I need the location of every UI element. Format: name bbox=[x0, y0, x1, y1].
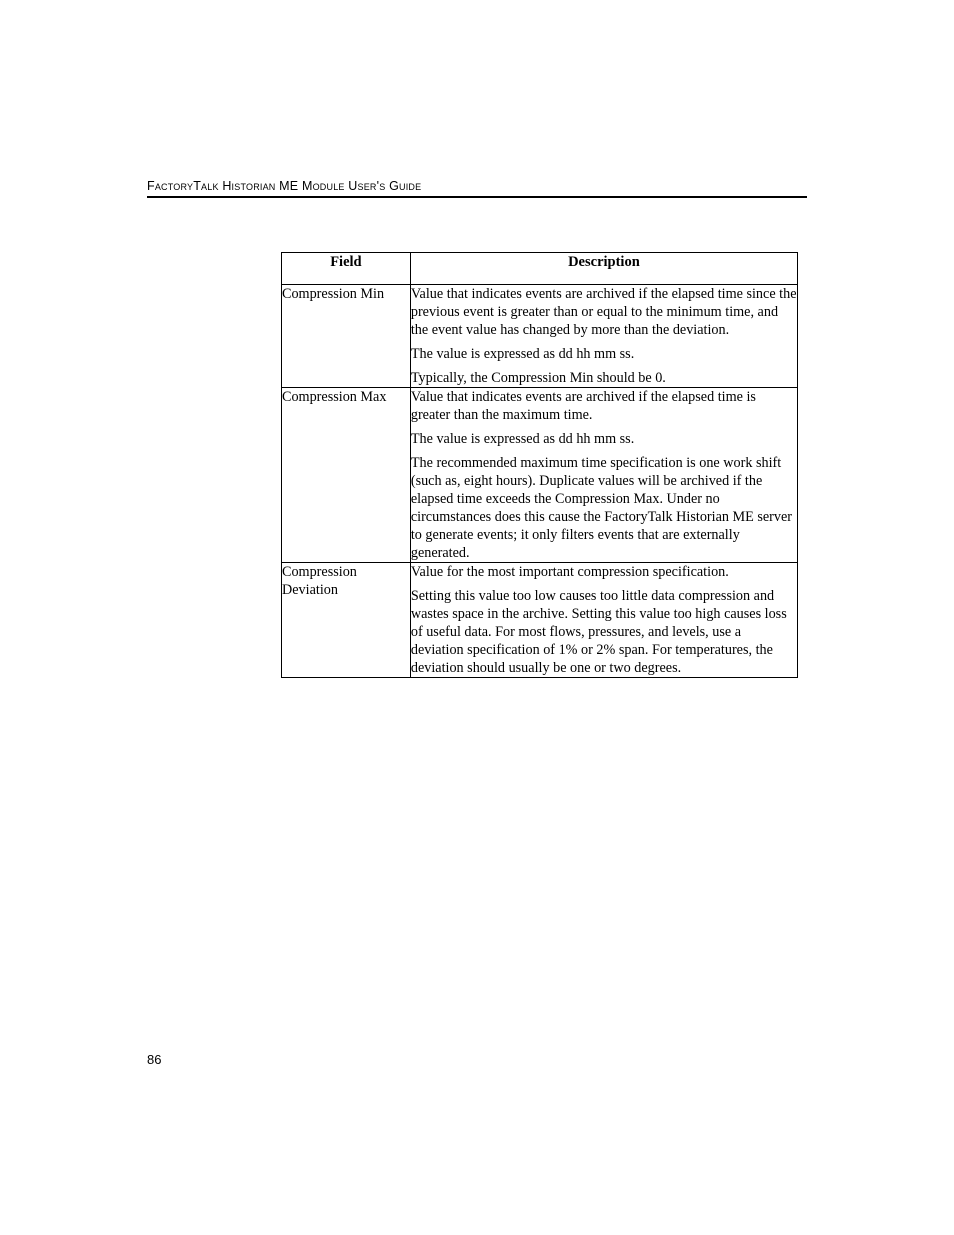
table-header-row bbox=[282, 253, 798, 285]
description-paragraph: The recommended maximum time specification is one work shift (such as, eight hours). Duplicate values will be archived if the elapsed time exceeds the Compression Max. Under no circumstances does this cause the FactoryTalk Historian ME server to generate events; it only filters events that are externally generated. bbox=[410, 455, 793, 561]
page-number: 86 bbox=[147, 1052, 162, 1067]
description-paragraph: The value is expressed as dd hh mm ss. bbox=[410, 431, 635, 447]
description-paragraph: Typically, the Compression Min should be 0. bbox=[410, 370, 666, 386]
table-row bbox=[282, 388, 798, 563]
description-paragraph: Setting this value too low causes too little data compression and wastes space in the archive. Setting this value too high causes loss of useful data. For most flows, pressures, and levels, use a deviation specification of 1% or 2% span. For temperatures, the deviation should usually be one or two degrees. bbox=[410, 588, 787, 676]
column-header-field: Field bbox=[282, 253, 411, 285]
description-cell bbox=[410, 563, 797, 678]
table-row bbox=[282, 285, 798, 388]
description-paragraph: Value for the most important compression specification. bbox=[410, 564, 729, 580]
field-name-compression-deviation: Compression Deviation bbox=[282, 563, 411, 678]
column-header-description: Description bbox=[410, 253, 797, 285]
running-header-title: FactoryTalk Historian ME Module User's Guide bbox=[147, 179, 422, 193]
running-header bbox=[147, 178, 807, 198]
field-name-compression-max: Compression Max bbox=[282, 388, 411, 563]
description-paragraph: Value that indicates events are archived if the elapsed time since the previous event is greater than or equal to the minimum time, and the event value has changed by more than the deviation. bbox=[410, 286, 797, 338]
description-paragraph: The value is expressed as dd hh mm ss. bbox=[410, 346, 635, 362]
description-cell bbox=[410, 388, 797, 563]
description-paragraph: Value that indicates events are archived if the elapsed time is greater than the maximum time. bbox=[410, 389, 756, 423]
table-row bbox=[282, 563, 798, 678]
description-cell bbox=[410, 285, 797, 388]
field-name-compression-min: Compression Min bbox=[282, 285, 411, 388]
field-description-table bbox=[281, 252, 798, 678]
